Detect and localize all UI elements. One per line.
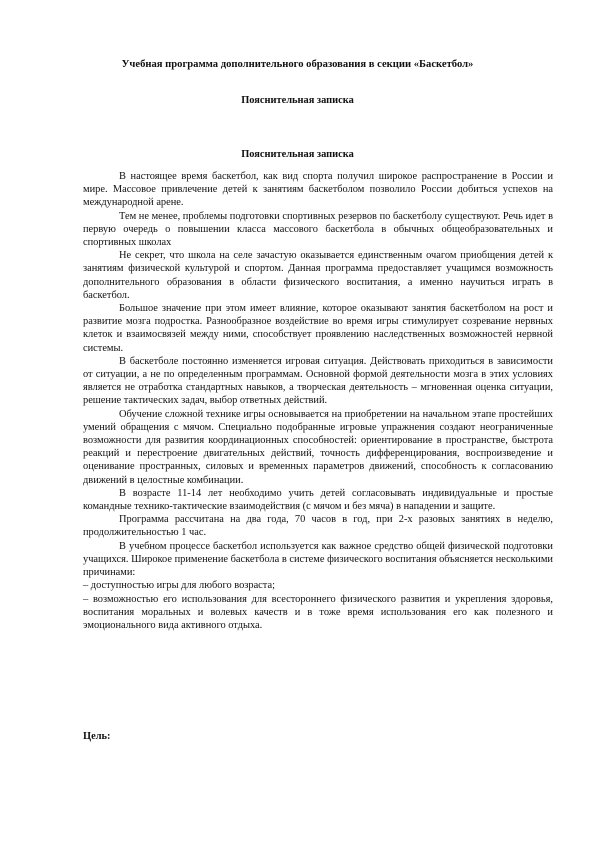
paragraph: Не секрет, что школа на селе зачастую оказывается единственным очагом приобщения детей к занятиям физической культурой и спортом. Данная программа предоставляет учащимся возможность дополнительного образования в области физического воспитания, а именно научиться играть в баскетбол.: [83, 250, 553, 301]
paragraph: Большое значение при этом имеет влияние, которое оказывают занятия баскетболом на рост и развитие мозга подростка. Разнообразное воздействие во время игры стимулирует созревание нервных клеток и взаимосвязей между ними, способствует проявлению наследственных возможностей нервной системы.: [83, 303, 553, 354]
paragraph: В возрасте 11-14 лет необходимо учить детей согласовывать индивидуальные и простые командные технико-тактические взаимодействия (с мячом и без мяча) в нападении и защите.: [83, 487, 553, 513]
paragraph: В учебном процессе баскетбол используется как важное средство общей физической подготовки учащихся. Широкое применение баскетбола в системе физического воспитания объясняется несколькими причинами:: [83, 540, 553, 579]
list-item: – возможностью его использования для всестороннего физического развития и укрепления здоровья, воспитания моральных и волевых качеств и в тоже время использования его как полезного и эмоционального вида активного отдыха.: [83, 593, 553, 631]
section-heading: Пояснительная записка: [241, 95, 354, 106]
goal-heading: Цель:: [83, 731, 111, 742]
document-title: Учебная программа дополнительного образования в секции «Баскетбол»: [121, 59, 474, 70]
paragraph: Обучение сложной технике игры основывается на приобретении на начальном этапе простейших умений обращения с мячом. Специально подобранные игровые упражнения создают неограниченные возможности для развития координационных способностей: ориентирование в пространстве, быстрота реакций и перестроение двигательных действий, точность дифференцирования, воспроизведение и оценивание пространных, силовых и временных параметров движений, способность к согласованию движений в целостные комбинации.: [83, 408, 553, 486]
paragraph: Программа рассчитана на два года, 70 часов в год, при 2-х разовых занятиях в неделю, продолжительностью 1 час.: [83, 514, 553, 539]
paragraph: Тем не менее, проблемы подготовки спортивных резервов по баскетболу существуют. Речь идет в первую очередь о повышении класса массового баскетбола в обычных общеобразовательных и спортивных школах: [83, 210, 553, 249]
paragraph: В баскетболе постоянно изменяется игровая ситуация. Действовать приходиться в зависимости от ситуации, а не по определенным программам. Основной формой деятельности мозга в этих условиях является не отработка стандартных навыков, а творческая деятельность – мгновенная оценка ситуации, решение тактических задач, выбор ответных действий.: [83, 355, 553, 407]
document-body: [83, 170, 553, 632]
list-item: – доступностью игры для любого возраста;: [83, 580, 275, 592]
section-heading-repeat: Пояснительная записка: [241, 149, 354, 160]
paragraph: В настоящее время баскетбол, как вид спорта получил широкое распространение в России и мире. Массовое привлечение детей к занятиям баскетболом позволило России добиться успехов на международной арене.: [83, 171, 553, 209]
